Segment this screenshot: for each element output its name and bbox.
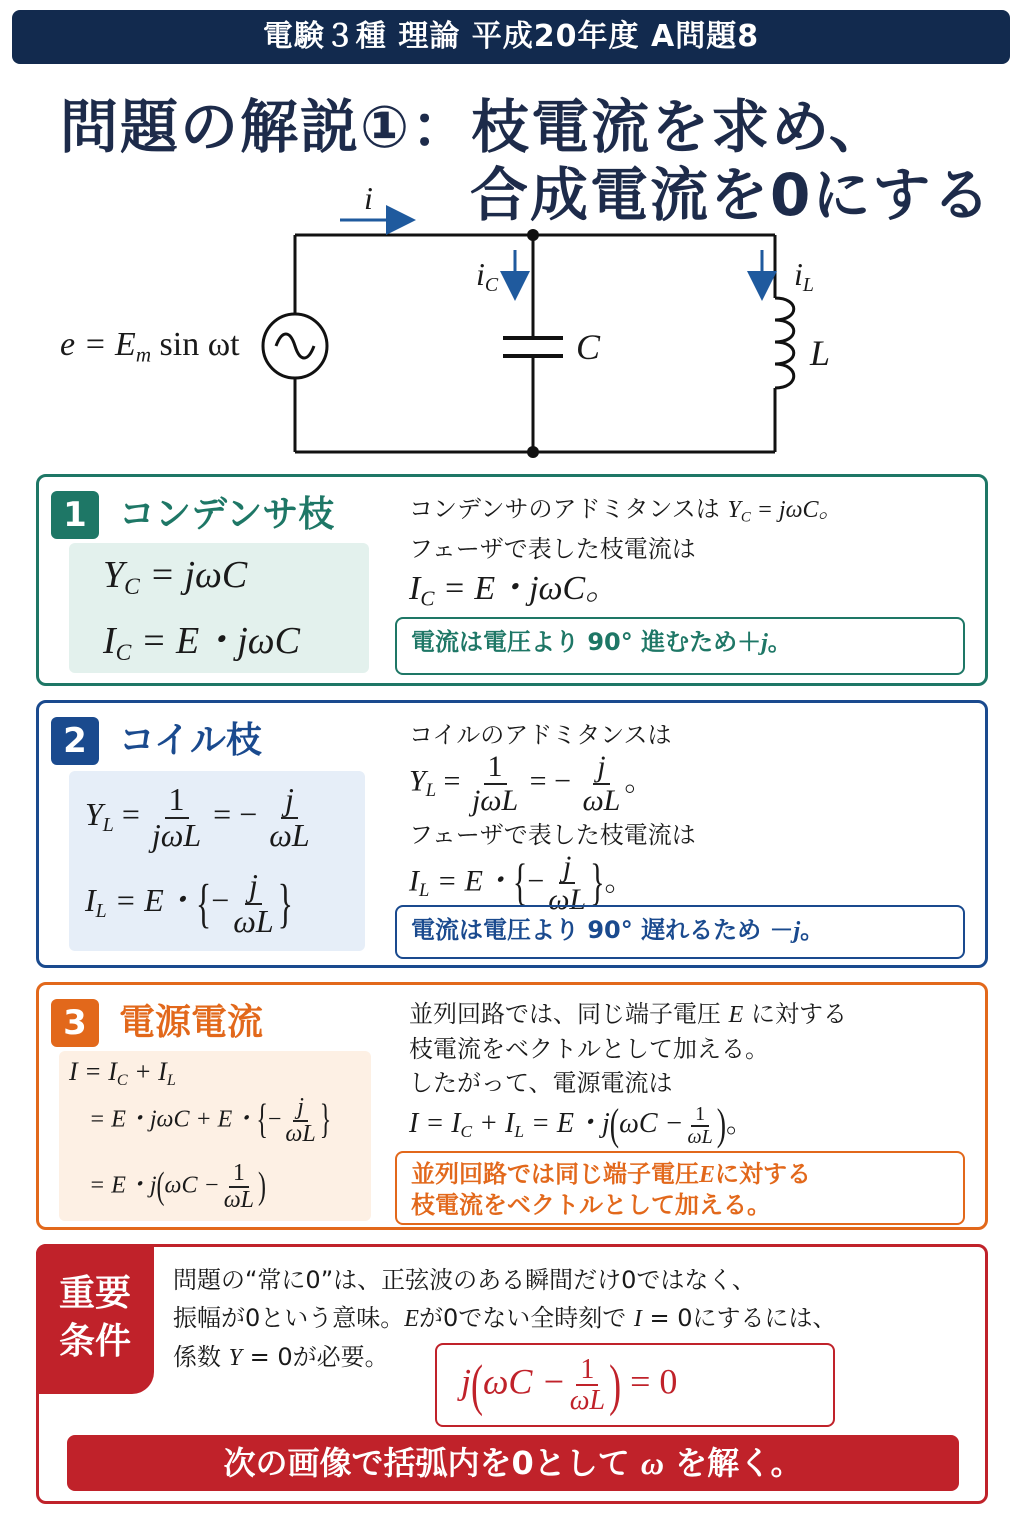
header-title: 電験３種 理論 平成20年度 A問題8	[262, 19, 760, 54]
section-2-badge: 2	[51, 717, 99, 765]
important-tag-line-2: 条件	[58, 1321, 131, 1362]
formula-i-factored: = E・j(ωC − $\frac{1}{\omega L}$ )	[89, 1160, 266, 1214]
section-2-title: コイル枝	[119, 720, 262, 761]
formula-i-sum: $I = I_C + I_L$	[69, 1057, 176, 1089]
s4-text-line-3: 係数 Y = 0が必要。	[173, 1343, 389, 1371]
label-i: i	[364, 180, 373, 216]
label-il: $i_L$	[794, 256, 814, 296]
node-top	[527, 229, 539, 241]
section-inductor-branch	[36, 700, 988, 968]
inductor-coil	[775, 298, 794, 388]
s4-text-line-1: 問題の“常に0”は、正弦波のある瞬間だけ0ではなく、	[173, 1266, 756, 1294]
formula-il: $I_L = E$・{− $\frac{j}{\omega L}$ }	[85, 867, 293, 939]
section-2-note: 電流は電圧より 90° 遅れるため －j。	[395, 905, 965, 959]
s2-formula-yl: $Y_L$ = $\frac{1}{\text{jωL}}$ = − $\frac{j}{\omega L}$ 。	[409, 750, 655, 817]
s1-text-line-1: コンデンサのアドミタンスは $Y_C = j\omega C$。	[409, 495, 843, 526]
formula-yc: $Y_C = j\omega C$	[103, 554, 248, 601]
section-1-formula-box	[69, 543, 369, 673]
s3-note-line-1: 並列回路では同じ端子電圧Eに対する	[411, 1160, 812, 1188]
section-important-condition	[36, 1244, 988, 1504]
s3-note-line-2: 枝電流をベクトルとして加える。	[411, 1191, 771, 1219]
s4-text-line-2: 振幅が0という意味。Eが0でない全時刻で I = 0にするには、	[173, 1304, 837, 1332]
s2-formula-il: $I_L = E$・{− $\frac{j}{\omega L}$ }。	[409, 849, 635, 917]
section-1-badge: 1	[51, 491, 99, 539]
label-capacitor: C	[576, 327, 601, 367]
section-3-title: 電源電流	[119, 1002, 264, 1043]
label-source-equation: $e = E_m$ sin ωt	[60, 326, 240, 367]
section-1-text	[409, 493, 843, 622]
s1-text-line-3: $I_C = E$・jωC。	[409, 570, 620, 611]
formula-yl: $Y_L$ = $\frac{1}{\text{jωL}}$ = − $\frac{j}{\omega L}$	[85, 781, 310, 853]
section-2-text	[409, 719, 696, 919]
s3-text-line-3: したがって、電源電流は	[409, 1069, 673, 1097]
key-formula: j(ωC − $\frac{1}{\omega L}$ ) = 0	[461, 1353, 678, 1418]
s3-text-line-1: 並列回路では、同じ端子電圧 E に対する	[409, 1000, 847, 1028]
section-1-title: コンデンサ枝	[119, 494, 335, 535]
section-2-formula-box	[69, 771, 365, 951]
label-ic: $i_C$	[476, 256, 499, 296]
section-source-current	[36, 982, 988, 1230]
section-3-note	[395, 1151, 965, 1225]
section-3-badge: 3	[51, 999, 99, 1047]
node-bottom	[527, 446, 539, 458]
formula-i-expanded: = E・jωC + E・{− $\frac{j}{\omega L}$ }	[89, 1094, 332, 1148]
s2-text-line-1: コイルのアドミタンスは	[409, 721, 672, 749]
circuit-diagram	[0, 180, 1024, 470]
s2-text-line-2: フェーザで表した枝電流は	[409, 820, 696, 849]
page-title-line-2: 合成電流を0にする	[470, 161, 993, 229]
section-capacitor-branch	[36, 474, 988, 686]
s3-formula: $I = I_C + I_L = E$・j(ωC − $\frac{1}{\omega L}$ )。	[409, 1099, 755, 1150]
key-formula-box	[435, 1343, 835, 1427]
s1-text-line-2: フェーザで表した枝電流は	[409, 535, 696, 564]
section-1-note: 電流は電圧より 90° 進むため＋j。	[395, 617, 965, 675]
important-tag	[36, 1244, 154, 1394]
section-3-text	[409, 997, 847, 1156]
section-3-formula-box	[59, 1051, 371, 1221]
label-inductor: L	[810, 333, 831, 373]
s3-text-line-2: 枝電流をベクトルとして加える。	[409, 1035, 769, 1063]
header-bar	[12, 10, 1010, 64]
final-instruction-bar: 次の画像で括弧内を0として ω を解く。	[67, 1435, 959, 1491]
page-title-line-1: 問題の解説①：枝電流を求め、	[60, 93, 889, 161]
formula-ic: $I_C = E$・jωC	[103, 620, 300, 667]
important-tag-line-1: 重要	[58, 1273, 131, 1314]
